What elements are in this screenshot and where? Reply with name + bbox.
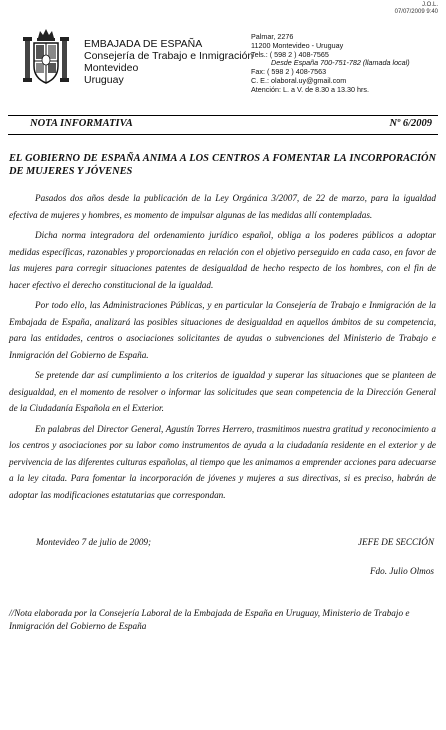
note-bar xyxy=(8,115,438,135)
contact-hours: Atención: L. a V. de 8.30 a 13.30 hrs. xyxy=(251,84,370,94)
signer-position: JEFE DE SECCIÓN xyxy=(357,537,434,547)
place-date: Montevideo 7 de julio de 2009; xyxy=(36,537,152,547)
meta-date: 07/07/2009 9:40 xyxy=(394,9,438,15)
city-name: Montevideo xyxy=(84,62,139,74)
contact-block xyxy=(251,33,410,95)
note-number: Nº 6/2009 xyxy=(389,118,432,129)
paragraph: Dicha norma integradora del ordenamiento jurídico español, obliga a los poderes públicos a adoptar medidas específicas, razonables y proporcionadas en relación con el objetivo perseguido en cada caso, en favor de las mujeres para corregir situaciones patentes de desigualdad de hecho respecto de los hombres, con el fin de hacer efectivo el derecho constitucional de la igualdad. xyxy=(9,230,436,290)
contact-tel-spain: Desde España 700-751-782 (llamada local) xyxy=(271,58,410,68)
meta-initials: J.O.L. xyxy=(421,2,438,8)
department-name: Consejería de Trabajo e Inmigración xyxy=(84,50,254,62)
contact-city: 11200 Montevideo - Uruguay xyxy=(251,40,344,50)
document-meta xyxy=(395,2,438,16)
paragraph: Por todo ello, las Administraciones Públicas, y en particular la Consejería de Trabajo e Inmigración de la Embajada de España, analizará las posibles situaciones de desigualdad en aquellos ámbitos de su competencia, para las entidades, centros o asociaciones solicitantes de ayudas o subvenciones del Ministerio de Trabajo e Inmigración del Gobierno de España. xyxy=(9,300,436,360)
paragraph: En palabras del Director General, Agustín Torres Herrero, trasmitimos nuestra gratitud y reconocimiento a los centros y asociaciones por su labor como instrumentos de ayuda a la ciudadanía residente en el exterior y de pervivencia de las diferentes culturas españolas, al tiempo que les animamos a emprender acciones para adecuarse a la ley citada. Para fomentar la incorporación de jóvenes y mujeres a sus directivas, si es preciso, habrán de adoptar las modificaciones estatutarias que correspondan. xyxy=(9,423,436,500)
embassy-name: EMBAJADA DE ESPAÑA xyxy=(84,38,203,50)
headline: EL GOBIERNO DE ESPAÑA ANIMA A LOS CENTROS A FOMENTAR LA INCORPORACIÓN DE MUJERES Y JÓVENES xyxy=(9,153,436,177)
contact-fax: Fax: ( 598 2 ) 408-7563 xyxy=(251,67,327,77)
note-label: NOTA INFORMATIVA xyxy=(30,118,133,129)
footnote: //Nota elaborada por la Consejería Laboral de la Embajada de España en Uruguay, Ministerio de Trabajo e Inmigración del Gobierno de España xyxy=(9,608,410,631)
paragraph: Se pretende dar así cumplimiento a los criterios de igualdad y superar las situaciones que se planteen de desigualdad, en el momento de resolver o informar las solicitudes que sean competencia de la Dirección General de la Ciudadanía Española en el Exterior. xyxy=(9,370,436,413)
paragraph: Pasados dos años desde la publicación de la Ley Orgánica 3/2007, de 22 de marzo, para la igualdad efectiva de mujeres y hombres, es momento de impulsar algunas de las medidas allí contempladas. xyxy=(9,193,436,220)
embassy-heading xyxy=(84,38,253,86)
spain-coat-of-arms-icon xyxy=(22,28,70,88)
signer-name: Fdo. Julio Olmos xyxy=(369,566,434,576)
country-name: Uruguay xyxy=(84,74,124,86)
contact-email: C. E.: olaboral.uy@gmail.com xyxy=(251,75,347,85)
body-text xyxy=(9,190,436,507)
contact-tel: Tels.: ( 598 2 ) 408-7565 xyxy=(251,49,329,59)
contact-address: Palmar, 2276 xyxy=(251,32,294,41)
